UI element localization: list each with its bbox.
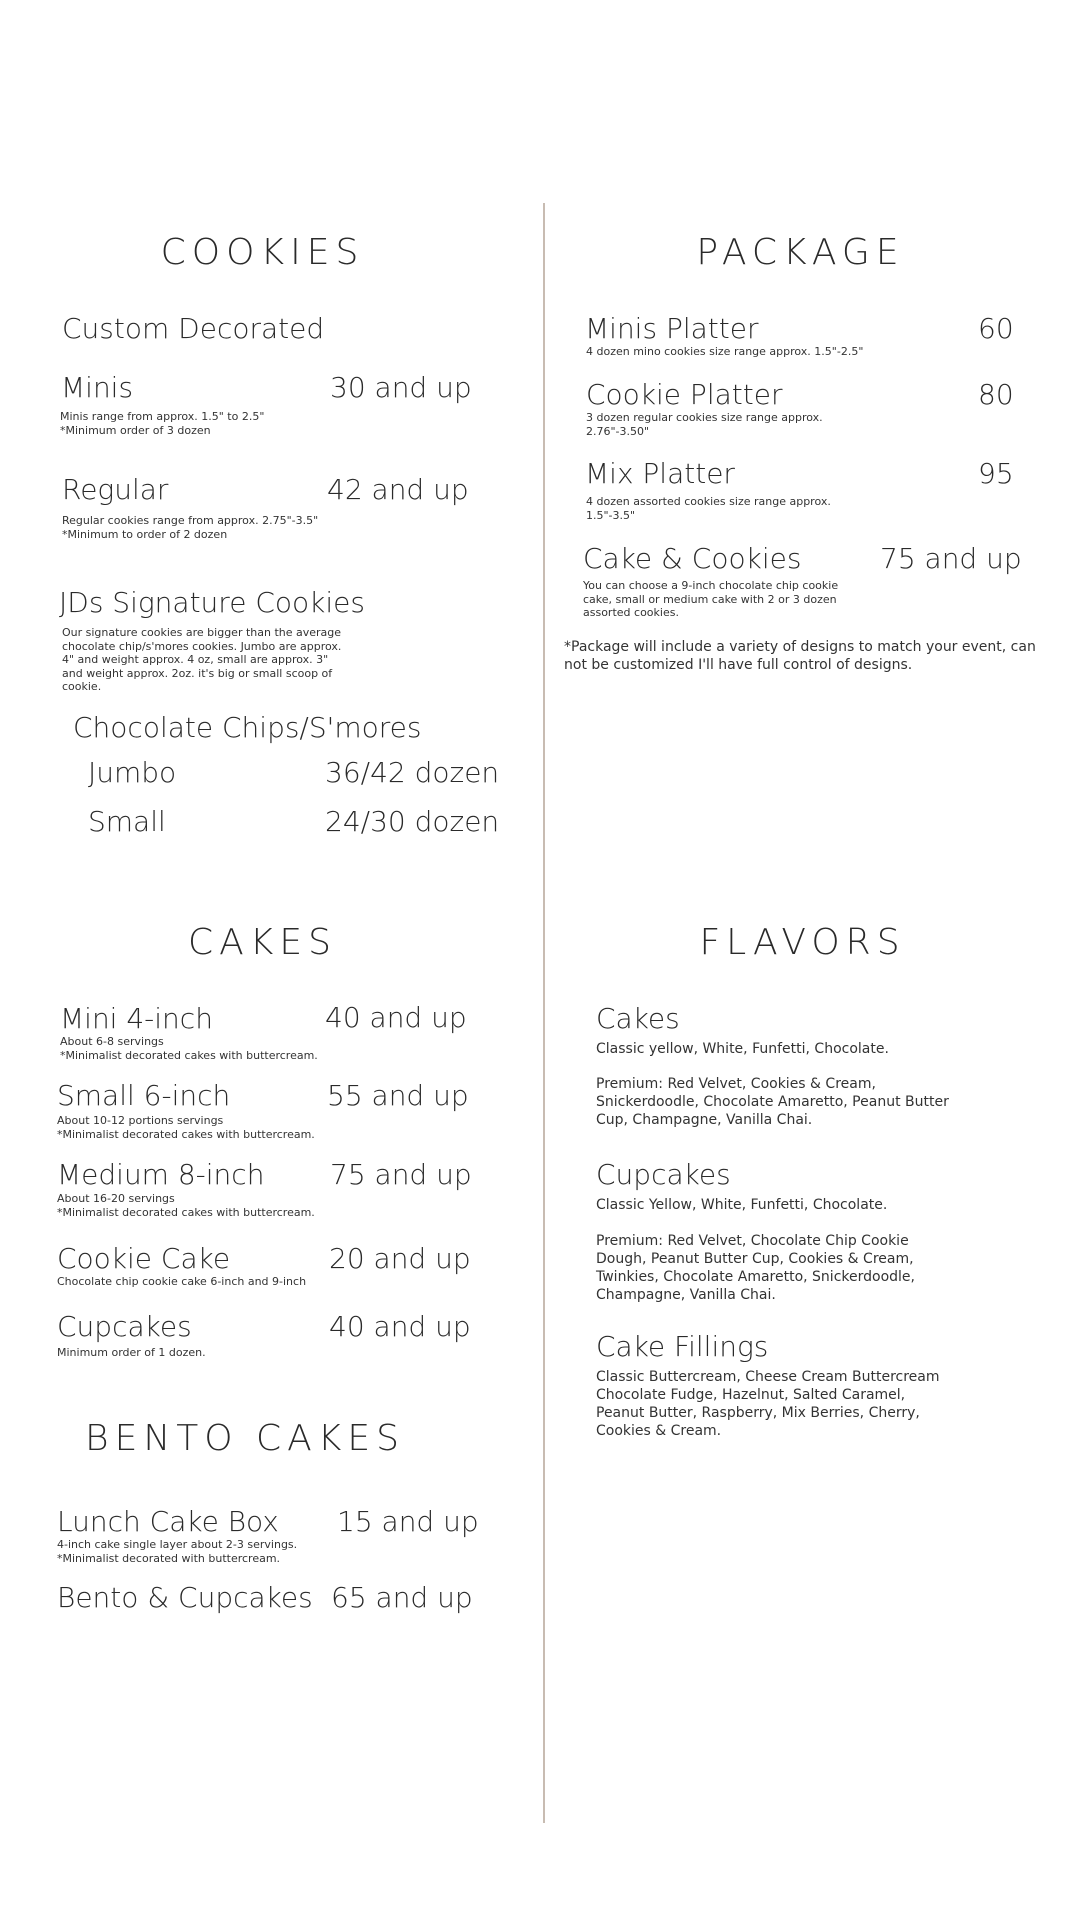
regular-desc: Regular cookies range from approx. 2.75"-3.5" *Minimum to order of 2 dozen <box>62 514 319 541</box>
cake-cookies-desc: You can choose a 9-inch chocolate chip cookie cake, small or medium cake with 2 or 3 dozen assorted cookies. <box>583 579 839 619</box>
bento-heading: BENTO CAKES <box>85 1418 405 1459</box>
minis-platter-name: Minis Platter <box>585 312 759 345</box>
flavors-fillings-text: Classic Buttercream, Cheese Cream Buttercream Chocolate Fudge, Hazelnut, Salted Caramel, Peanut Butter, Raspberry, Mix Berries, Cherry, Cookies & Cream. <box>596 1369 940 1439</box>
bento-cupcakes-name: Bento & Cupcakes <box>57 1581 313 1614</box>
jumbo-name: Jumbo <box>88 756 177 789</box>
cookie-cake-price: 20 and up <box>329 1242 471 1275</box>
minis-name: Minis <box>61 371 134 404</box>
mix-platter-name: Mix Platter <box>585 457 735 490</box>
cookie-platter-name: Cookie Platter <box>586 378 783 411</box>
cookie-cake-desc: Chocolate chip cookie cake 6-inch and 9-inch <box>57 1275 307 1288</box>
column-divider <box>543 203 545 1823</box>
regular-name: Regular <box>62 473 169 506</box>
medium-cake-name: Medium 8-inch <box>57 1158 265 1191</box>
cookies-heading: COOKIES <box>160 232 365 273</box>
bento-cupcakes-price: 65 and up <box>331 1581 473 1614</box>
minis-price: 30 and up <box>330 371 472 404</box>
cake-cookies-price: 75 and up <box>880 542 1022 575</box>
package-note: *Package will include a variety of designs to match your event, can not be customized I'll have full control of designs. <box>564 639 1036 673</box>
cake-cookies-name: Cake & Cookies <box>583 542 802 575</box>
cookie-platter-desc: 3 dozen regular cookies size range approx. 2.76"-3.50" <box>586 411 823 438</box>
minis-desc: Minis range from approx. 1.5" to 2.5" *Minimum order of 3 dozen <box>60 410 265 437</box>
flavors-cupcakes-title: Cupcakes <box>596 1158 731 1191</box>
flavors-cakes-title: Cakes <box>596 1002 680 1035</box>
lunch-box-desc: 4-inch cake single layer about 2-3 servings. *Minimalist decorated with buttercream. <box>57 1538 298 1565</box>
flavors-cakes-premium: Premium: Red Velvet, Cookies & Cream, Snickerdoodle, Chocolate Amaretto, Peanut Butter Cup, Champagne, Vanilla Chai. <box>596 1076 949 1128</box>
cupcakes-price: 40 and up <box>329 1310 471 1343</box>
mini-cake-name: Mini 4-inch <box>60 1002 213 1035</box>
signature-name: JDs Signature Cookies <box>59 586 365 619</box>
medium-cake-desc: About 16-20 servings *Minimalist decorated cakes with buttercream. <box>57 1192 315 1219</box>
flavors-cakes-classic: Classic yellow, White, Funfetti, Chocolate. <box>596 1041 889 1057</box>
cookie-platter-price: 80 <box>978 378 1014 411</box>
small-name: Small <box>88 805 166 838</box>
mix-platter-desc: 4 dozen assorted cookies size range approx. 1.5"-3.5" <box>586 495 831 522</box>
package-heading: PACKAGE <box>696 232 905 273</box>
regular-price: 42 and up <box>327 473 469 506</box>
flavors-cupcakes-classic: Classic Yellow, White, Funfetti, Chocolate. <box>596 1197 888 1213</box>
flavors-cupcakes-premium: Premium: Red Velvet, Chocolate Chip Cookie Dough, Peanut Butter Cup, Cookies & Cream, Twinkies, Chocolate Amaretto, Snickerdoodle, Champagne, Vanilla Chai. <box>596 1233 915 1303</box>
custom-decorated-title: Custom Decorated <box>62 312 325 345</box>
mix-platter-price: 95 <box>978 457 1014 490</box>
minis-platter-price: 60 <box>978 312 1014 345</box>
small-cake-price: 55 and up <box>327 1079 469 1112</box>
cupcakes-desc: Minimum order of 1 dozen. <box>57 1346 206 1359</box>
small-cake-desc: About 10-12 portions servings *Minimalist decorated cakes with buttercream. <box>57 1114 315 1141</box>
lunch-box-price: 15 and up <box>337 1505 479 1538</box>
flavors-heading: FLAVORS <box>699 922 906 963</box>
medium-cake-price: 75 and up <box>330 1158 472 1191</box>
jumbo-price: 36/42 dozen <box>325 756 500 789</box>
small-price: 24/30 dozen <box>325 805 500 838</box>
mini-cake-price: 40 and up <box>325 1001 467 1034</box>
cupcakes-name: Cupcakes <box>57 1310 192 1343</box>
signature-desc: Our signature cookies are bigger than the average chocolate chip/s'mores cookies. Jumbo are approx. 4" and weight approx. 4 oz, small are approx. 3" and weight approx. 2oz. it's big or small scoop of cookie. <box>62 626 342 693</box>
cakes-heading: CAKES <box>188 922 337 963</box>
cookie-cake-name: Cookie Cake <box>57 1242 231 1275</box>
small-cake-name: Small 6-inch <box>57 1079 231 1112</box>
mini-cake-desc: About 6-8 servings *Minimalist decorated cakes with buttercream. <box>60 1035 318 1062</box>
minis-platter-desc: 4 dozen mino cookies size range approx. 1.5"-2.5" <box>586 345 864 358</box>
flavors-fillings-title: Cake Fillings <box>596 1330 769 1363</box>
lunch-box-name: Lunch Cake Box <box>57 1505 279 1538</box>
choc-smores-title: Chocolate Chips/S'mores <box>73 711 422 744</box>
